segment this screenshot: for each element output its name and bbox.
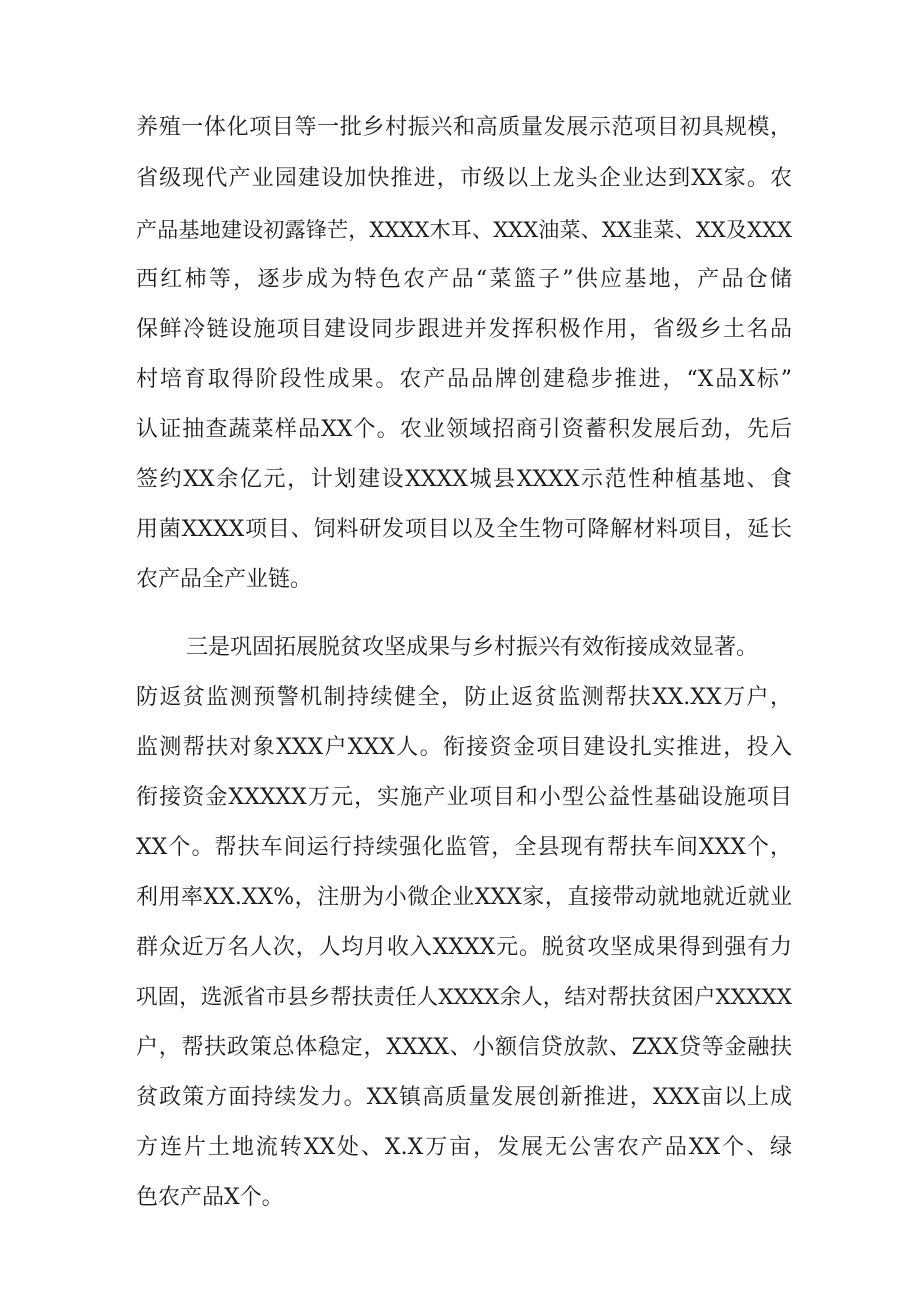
paragraph-line: 贫政策方面持续发力。XX镇高质量发展创新推进，XXX亩以上成 [136, 1085, 792, 1110]
paragraph-line: XX个。帮扶车间运行持续强化监管，全县现有帮扶车间XXX个， [136, 835, 792, 860]
paragraph-line: 利用率XX.XX%，注册为小微企业XXX家，直接带动就地就近就业 [136, 885, 792, 910]
paragraph-line: 巩固，选派省市县乡帮扶责任人XXXX余人，结对帮扶贫困户XXXXX [136, 985, 792, 1010]
paragraph-line: 群众近万名人次，人均月收入XXXX元。脱贫攻坚成果得到强有力 [136, 935, 792, 960]
paragraph-line: 省级现代产业园建设加快推进，市级以上龙头企业达到XX家。农 [136, 166, 792, 191]
paragraph-line: 村培育取得阶段性成果。农产品品牌创建稳步推进，“X品X标” [136, 367, 792, 392]
paragraph-line: 用菌XXXX项目、饲料研发项目以及全生物可降解材料项目，延长 [136, 517, 792, 542]
paragraph-line: 衔接资金XXXXX万元，实施产业项目和小型公益性基础设施项目 [136, 785, 792, 810]
paragraph-line: 防返贫监测预警机制持续健全，防止返贫监测帮扶XX.XX万户， [136, 685, 792, 710]
paragraph-line: 色农产品X个。 [136, 1185, 284, 1210]
paragraph-line: 农产品全产业链。 [136, 567, 313, 592]
paragraph-line: 三是巩固拓展脱贫攻坚成果与乡村振兴有效衔接成效显著。 [186, 635, 759, 660]
paragraph-line: 户，帮扶政策总体稳定，XXXX、小额信贷放款、ZXX贷等金融扶 [136, 1035, 792, 1060]
paragraph-line: 养殖一体化项目等一批乡村振兴和高质量发展示范项目初具规模， [136, 115, 792, 140]
paragraph-line: 认证抽查蔬菜样品XX个。农业领域招商引资蓄积发展后劲，先后 [136, 417, 792, 442]
paragraph-line: 保鲜冷链设施项目建设同步跟进并发挥积极作用，省级乡土名品 [136, 317, 792, 342]
paragraph-line: 西红柿等，逐步成为特色农产品“菜篮子”供应基地，产品仓储 [136, 267, 792, 292]
paragraph-line: 监测帮扶对象XXX户XXX人。衔接资金项目建设扎实推进，投入 [136, 735, 792, 760]
paragraph-line: 方连片土地流转XX处、X.X万亩，发展无公害农产品XX个、绿 [136, 1135, 792, 1160]
paragraph-line: 签约XX余亿元，计划建设XXXX城县XXXX示范性种植基地、食 [136, 467, 792, 492]
paragraph-line: 产品基地建设初露锋芒，XXXX木耳、XXX油菜、XX韭菜、XX及XXX [136, 218, 792, 242]
